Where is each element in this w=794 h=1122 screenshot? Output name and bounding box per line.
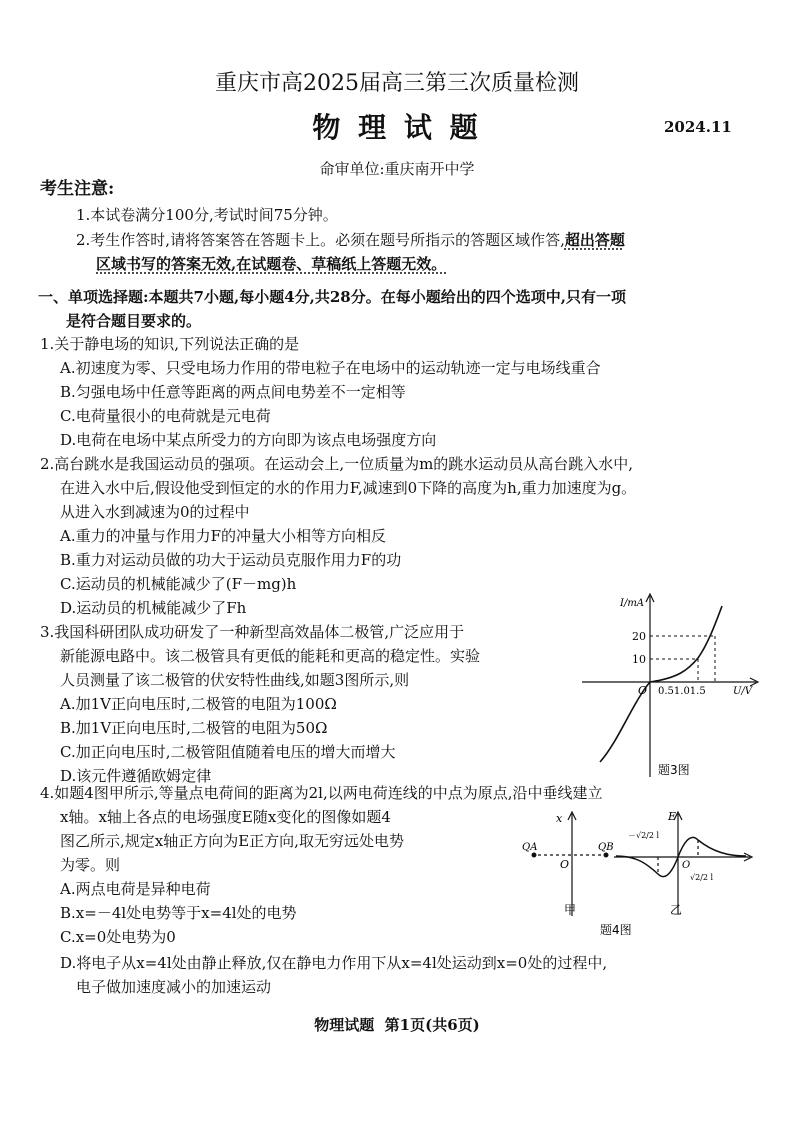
q4-figure	[518, 810, 758, 940]
q4-line3: 图乙所示,规定x轴正方向为E正方向,取无穷远处电势	[60, 832, 404, 850]
iv-x-ticks: 0.51.01.5	[658, 686, 706, 697]
yi-neg-label: －√2/2 l	[628, 831, 660, 840]
q3-option-c: C.加正向电压时,二极管阻值随着电压的增大而增大	[60, 743, 396, 761]
q2-option-b: B.重力对运动员做的功大于运动员克服作用力F的功	[60, 551, 402, 569]
yi-origin: O	[682, 860, 691, 871]
iv-caption: 题3图	[658, 763, 690, 777]
qa-charge	[532, 853, 537, 858]
q4-line4: 为零。则	[60, 856, 121, 874]
yi-e-label: E	[668, 810, 677, 823]
q4-line1: 4.如题4图甲所示,等量点电荷间的距离为2l,以两电荷连线的中点为原点,沿中垂线建立	[40, 784, 603, 802]
q2-line3: 从进入水到减速为0的过程中	[60, 503, 250, 521]
q1-option-d: D.电荷在电场中某点所受力的方向即为该点电场强度方向	[60, 431, 437, 449]
q2-option-a: A.重力的冲量与作用力F的冲量大小相等方向相反	[60, 527, 387, 545]
iv-origin: O	[638, 684, 648, 697]
q4-option-d1: D.将电子从x=4l处由静止释放,仅在静电力作用下从x=4l处运动到x=0处的过程中,	[60, 954, 608, 972]
notice-item-2a: 2.考生作答时,请将答案答在答题卡上。必须在题号所指示的答题区域作答,	[76, 231, 565, 249]
jia-x-label: x	[556, 812, 563, 825]
exam-title: 重庆市高2025届高三第三次质量检测	[215, 71, 579, 96]
iv-tick-20: 20	[632, 630, 646, 643]
yi-caption: 乙	[670, 903, 683, 917]
iv-x-label: U/V	[733, 686, 753, 697]
iv-tick-10: 10	[632, 653, 646, 666]
exam-date: 2024.11	[664, 118, 732, 136]
q3-iv-figure	[578, 592, 768, 782]
qb-charge	[604, 853, 609, 858]
q1-option-b: B.匀强电场中任意等距离的两点间电势差不一定相等	[60, 383, 406, 401]
qb-label: QB	[598, 842, 614, 853]
yi-pos-label: √2/2 l	[690, 873, 714, 882]
notice-item-1: 1.本试卷满分100分,考试时间75分钟。	[76, 206, 338, 224]
q3-line3: 人员测量了该二极管的伏安特性曲线,如题3图所示,则	[60, 671, 410, 689]
notice-title: 考生注意:	[40, 179, 115, 199]
q4-option-a: A.两点电荷是异种电荷	[60, 880, 211, 898]
jia-caption: 甲	[564, 903, 577, 917]
subject-title: 物 理 试 题	[312, 111, 482, 144]
notice-item-2c: 区域书写的答案无效,在试题卷、草稿纸上答题无效。	[96, 255, 447, 273]
q3-line1: 3.我国科研团队成功研发了一种新型高效晶体二极管,广泛应用于	[40, 623, 465, 641]
q3-option-a: A.加1V正向电压时,二极管的电阻为100Ω	[60, 695, 337, 713]
notice-item-2	[76, 229, 625, 251]
author-line: 命审单位:重庆南开中学	[319, 160, 475, 178]
iv-y-label: I/mA	[620, 598, 645, 609]
q2-option-d: D.运动员的机械能减少了Fh	[60, 599, 247, 617]
notice-item-2b: 超出答题	[564, 231, 625, 249]
q3-option-b: B.加1V正向电压时,二极管的电阻为50Ω	[60, 719, 328, 737]
iv-curve	[600, 606, 722, 762]
jia-origin: O	[560, 858, 570, 871]
q2-line2: 在进入水中后,假设他受到恒定的水的作用力F,减速到0下降的高度为h,重力加速度为g。	[60, 479, 637, 497]
q4-caption: 题4图	[600, 923, 632, 937]
q4-option-b: B.x=－4l处电势等于x=4l处的电势	[60, 904, 297, 922]
q2-line1: 2.高台跳水是我国运动员的强项。在运动会上,一位质量为m的跳水运动员从高台跳入水中,	[40, 455, 634, 473]
q1-stem: 1.关于静电场的知识,下列说法正确的是	[40, 335, 300, 353]
section1-line2: 是符合题目要求的。	[66, 312, 202, 330]
q4-option-d2: 电子做加速度减小的加速运动	[76, 978, 272, 996]
q4-line2: x轴。x轴上各点的电场强度E随x变化的图像如题4	[60, 808, 391, 826]
q2-option-c: C.运动员的机械能减少了(F－mg)h	[60, 575, 297, 593]
q1-option-c: C.电荷量很小的电荷就是元电荷	[60, 407, 271, 425]
section1-line1: 一、单项选择题:本题共7小题,每小题4分,共28分。在每小题给出的四个选项中,只有一项	[38, 288, 626, 306]
q4-option-c: C.x=0处电势为0	[60, 928, 176, 946]
q1-option-a: A.初速度为零、只受电场力作用的带电粒子在电场中的运动轨迹一定与电场线重合	[60, 359, 601, 377]
qa-label: QA	[522, 842, 538, 853]
page-footer: 物理试题 第1页(共6页)	[314, 1016, 480, 1034]
q3-line2: 新能源电路中。该二极管具有更低的能耗和更高的稳定性。实验	[60, 647, 481, 665]
q3-option-d: D.该元件遵循欧姆定律	[60, 767, 212, 785]
